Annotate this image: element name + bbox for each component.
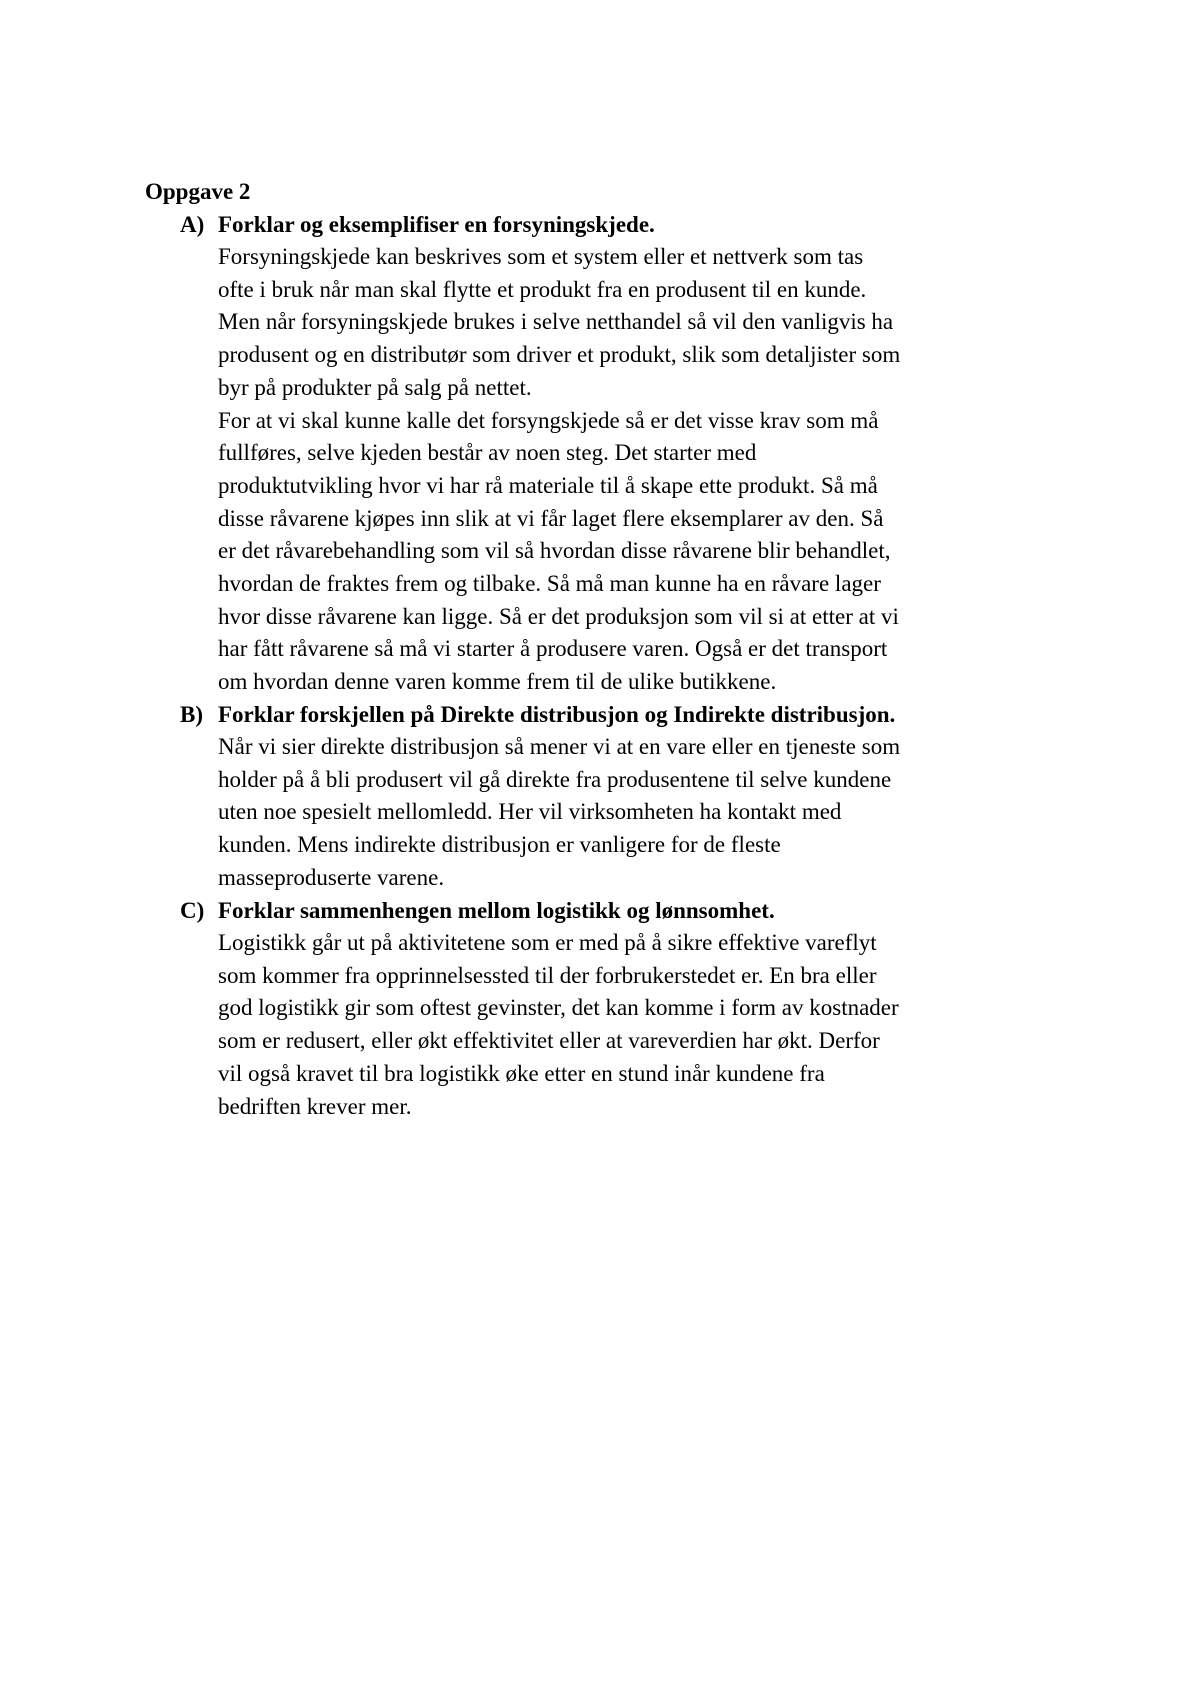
question-c bbox=[180, 895, 1080, 927]
answer-line: som er redusert, eller økt effektivitet eller at vareverdien har økt. Derfor bbox=[218, 1028, 880, 1054]
section-b bbox=[180, 699, 1080, 895]
answer-line: byr på produkter på salg på nettet. bbox=[218, 374, 532, 400]
answer-line: fullføres, selve kjeden består av noen steg. Det starter med bbox=[218, 440, 757, 466]
answer-a bbox=[218, 241, 1068, 699]
question-letter: A) bbox=[180, 212, 205, 237]
answer-line: om hvordan denne varen komme frem til de ulike butikkene. bbox=[218, 669, 777, 695]
answer-line: har fått råvarene så må vi starter å produsere varen. Også er det transport bbox=[218, 636, 888, 662]
answer-line: masseproduserte varene. bbox=[218, 864, 445, 890]
answer-line: Når vi sier direkte distribusjon så mener vi at en vare eller en tjeneste som bbox=[218, 734, 901, 759]
answer-line: produktutvikling hvor vi har rå materiale til å skape ette produkt. Så må bbox=[218, 472, 878, 498]
answer-line: produsent og en distributør som driver et produkt, slik som detaljister som bbox=[218, 342, 901, 368]
section-c bbox=[180, 895, 1080, 1123]
answer-line: bedriften krever mer. bbox=[218, 1093, 412, 1119]
question-a bbox=[180, 209, 1080, 241]
answer-line: som kommer fra opprinnelsessted til der forbrukerstedet er. En bra eller bbox=[218, 962, 877, 988]
question-heading: Forklar og eksemplifiser en forsyningskjede. bbox=[218, 212, 655, 237]
question-letter: C) bbox=[180, 898, 205, 923]
answer-line: Forsyningskjede kan beskrives som et system eller et nettverk som tas bbox=[218, 244, 864, 269]
answer-line: vil også kravet til bra logistikk øke etter en stund inår kundene fra bbox=[218, 1060, 825, 1086]
answer-line: holder på å bli produsert vil gå direkte fra produsentene til selve kundene bbox=[218, 766, 892, 792]
answer-line: god logistikk gir som oftest gevinster, det kan komme i form av kostnader bbox=[218, 995, 899, 1021]
question-letter: B) bbox=[180, 702, 203, 727]
answer-line: disse råvarene kjøpes inn slik at vi får laget flere eksemplarer av den. Så bbox=[218, 505, 884, 531]
question-heading: Forklar sammenhengen mellom logistikk og lønnsomhet. bbox=[218, 898, 775, 923]
section-a bbox=[180, 209, 1080, 699]
answer-line: er det råvarebehandling som vil så hvordan disse råvarene blir behandlet, bbox=[218, 538, 891, 564]
answer-line: uten noe spesielt mellomledd. Her vil virksomheten ha kontakt med bbox=[218, 799, 842, 825]
answer-b bbox=[218, 731, 1068, 895]
answer-line: hvor disse råvarene kan ligge. Så er det produksjon som vil si at etter at vi bbox=[218, 603, 899, 629]
page-title: Oppgave 2 bbox=[145, 179, 251, 204]
answer-line: ofte i bruk når man skal flytte et produkt fra en produsent til en kunde. bbox=[218, 276, 867, 302]
answer-line: kunden. Mens indirekte distribusjon er vanligere for de fleste bbox=[218, 832, 781, 858]
answer-line: For at vi skal kunne kalle det forsyngskjede så er det visse krav som må bbox=[218, 407, 879, 433]
answer-line: Logistikk går ut på aktivitetene som er med på å sikre effektive vareflyt bbox=[218, 930, 877, 955]
answer-c bbox=[218, 927, 1068, 1123]
answer-line: Men når forsyningskjede brukes i selve netthandel så vil den vanligvis ha bbox=[218, 309, 894, 335]
answer-line: hvordan de fraktes frem og tilbake. Så må man kunne ha en råvare lager bbox=[218, 571, 881, 597]
question-heading: Forklar forskjellen på Direkte distribusjon og Indirekte distribusjon. bbox=[218, 702, 896, 727]
question-b bbox=[180, 699, 1080, 731]
